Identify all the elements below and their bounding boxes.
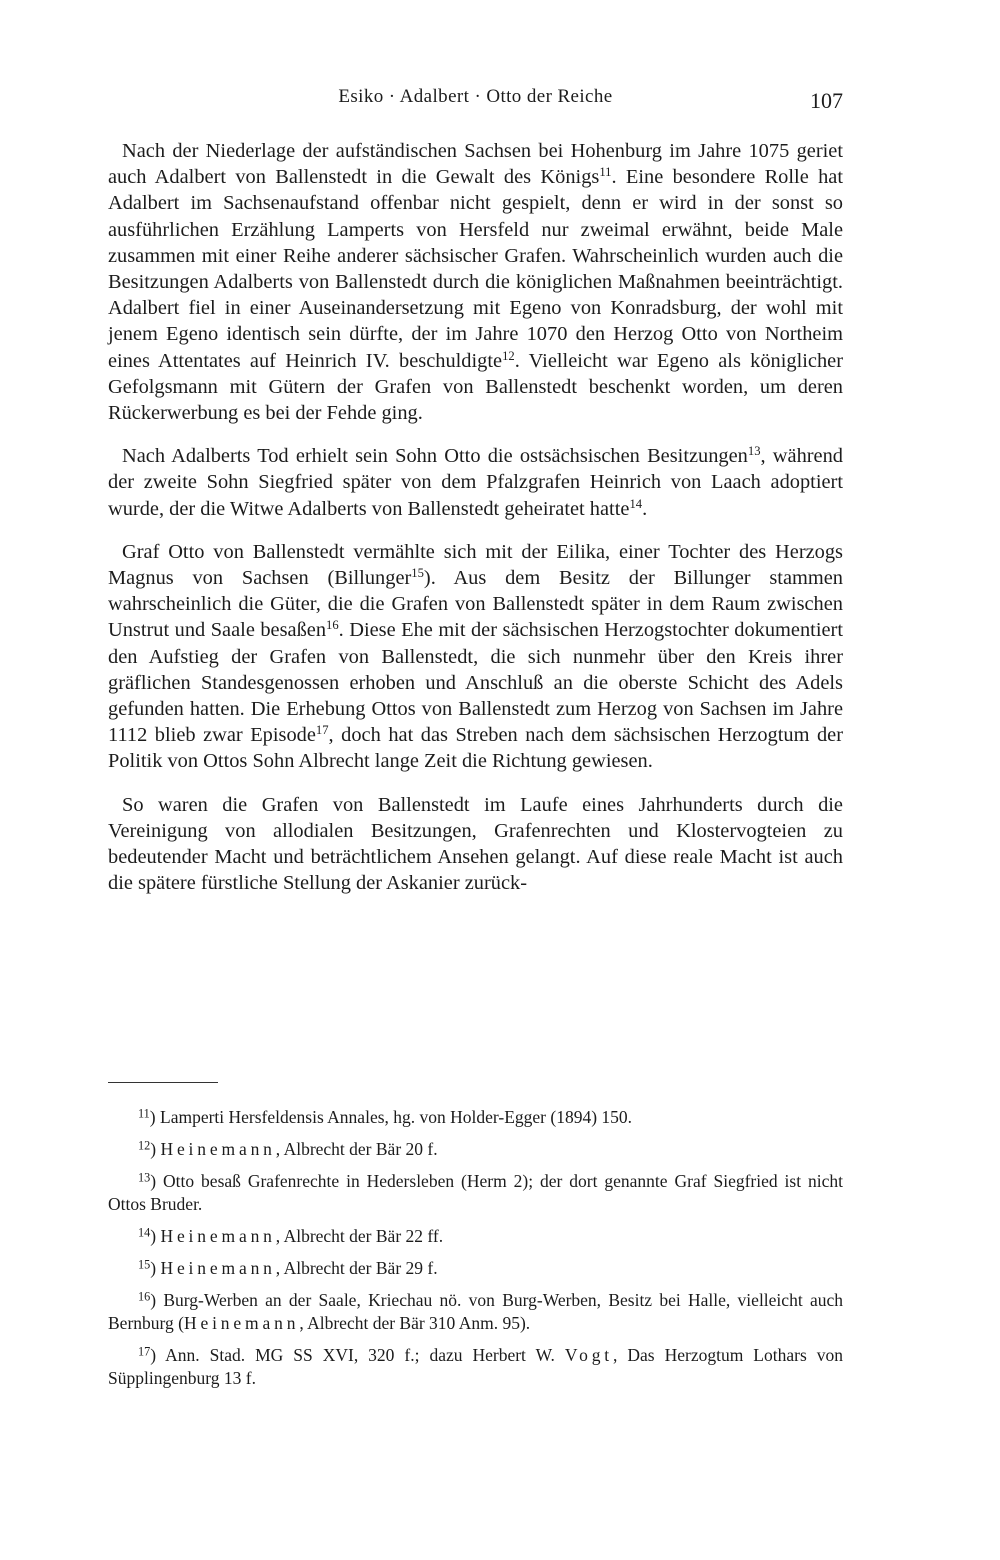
text-run: Nach Adalberts Tod erhielt sein Sohn Otto die ostsächsischen Besitzungen xyxy=(122,445,748,468)
footnote-number: 15 xyxy=(138,1257,151,1272)
text-run: . Diese Ehe mit der sächsischen Herzogstochter dokumentiert den Aufstieg der Grafen von Ballenstedt, die sich nunmehr über den Kreis ihrer gräflichen Standesgenossen erhoben und Anschluß an die oberste Schicht des Adels gefunden hatten. Die Erhebung Ottos von Ballenstedt zum Herzog von Sachsen im Jahre 1112 blieb zwar Episode xyxy=(108,619,843,747)
footnote-16: $^{16}$) Burg-Werben an der Saale, Kriechau nö. von Burg-Werben, Besitz bei Halle, vielleicht auch Bernburg (Heinemann, Albrecht der Bär 310 Anm. 95). xyxy=(108,1289,843,1333)
footnote-reference: 16 xyxy=(326,618,339,633)
text-run: ). Aus dem Besitz der Billunger stammen wahrscheinlich die Güter, die die Grafen von Ballenstedt später in dem Raum zwischen Unstrut und Saale besaßen xyxy=(108,567,843,642)
text-run: So waren die Grafen von Ballenstedt im Laufe eines Jahrhunderts durch die Vereinigung von allodialen Besitzungen, Grafenrechten und Klostervogteien zu bedeutender Macht und beträchtlichem Ansehen gelangt. Auf diese reale Macht ist auch die spätere fürstliche Stellung der Askanier zurück- xyxy=(108,793,843,895)
text-run: Nach der Niederlage der aufständischen Sachsen bei Hohenburg im Jahre 1075 geriet auch Adalbert von Ballenstedt in die Gewalt des Königs xyxy=(108,140,843,189)
body-text xyxy=(108,138,843,913)
text-run: Graf Otto von Ballenstedt vermählte sich mit der Eilika, einer Tochter des Herzogs Magnus von Sachsen (Billunger xyxy=(108,540,843,590)
footnote-reference: 13 xyxy=(747,444,761,459)
footnote-number: 14 xyxy=(138,1225,151,1240)
paragraph-2 xyxy=(108,443,843,522)
footnote-divider xyxy=(108,1082,218,1083)
author-name: Heinemann xyxy=(183,1313,300,1333)
paragraph-3 xyxy=(108,539,843,775)
footnote-text: , Albrecht der Bär 29 f. xyxy=(275,1258,438,1278)
footnote-text: , Albrecht der Bär 20 f. xyxy=(275,1139,438,1159)
footnote-reference: 11 xyxy=(599,165,612,180)
footnote-reference: 17 xyxy=(315,723,329,738)
footnote-number: 11 xyxy=(138,1106,150,1121)
author-name: Vogt xyxy=(564,1345,614,1365)
footnote-number: 17 xyxy=(138,1344,151,1359)
footnote-text: , Das Herzogtum Lothars von Süpplingenburg 13 f. xyxy=(108,1345,843,1388)
page-number: 107 xyxy=(810,88,843,113)
footnote-reference: 14 xyxy=(629,496,643,511)
footnote-12: $^{12}$) Heinemann, Albrecht der Bär 20 f. xyxy=(138,1138,438,1159)
footnote-15: $^{15}$) Heinemann, Albrecht der Bär 29 f. xyxy=(138,1257,438,1278)
footnote-reference: 15 xyxy=(411,566,424,581)
text-run: , doch hat das Streben nach dem sächsischen Herzogtum der Politik von Ottos Sohn Albrecht lange Zeit die Richtung gewiesen. xyxy=(108,724,843,773)
footnote-11: $^{11}$) Lamperti Hersfeldensis Annales, hg. von Holder-Egger (1894) 150. xyxy=(138,1106,633,1127)
footnote-number: 12 xyxy=(138,1138,151,1153)
footnote-text: Ann. Stad. MG SS XVI, 320 f.; dazu Herbert W. xyxy=(165,1345,565,1365)
running-title: Esiko · Adalbert · Otto der Reiche xyxy=(338,86,613,107)
footnote-13: $^{13}$) Otto besaß Grafenrechte in Hedersleben (Herm 2); der dort genannte Graf Siegfried ist nicht Ottos Bruder. xyxy=(108,1170,844,1214)
footnote-number: 13 xyxy=(138,1170,151,1185)
footnote-reference: 12 xyxy=(502,348,515,363)
text-run: . Vielleicht war Egeno als königlicher Gefolgsmann mit Gütern der Grafen von Ballenstedt beschenkt worden, um deren Rückerwerbung es bei der Fehde ging. xyxy=(108,349,843,425)
footnote-text: , Albrecht der Bär 310 Anm. 95). xyxy=(299,1313,531,1333)
footnote-text: Lamperti Hersfeldensis Annales, hg. von Holder-Egger (1894) 150. xyxy=(160,1107,633,1127)
author-name: Heinemann xyxy=(160,1139,276,1159)
running-head xyxy=(108,86,843,122)
text-run: , während der zweite Sohn Siegfried später von dem Pfalzgrafen Heinrich von Laach adoptiert wurde, der die Witwe Adalberts von Ballenstedt geheiratet hatte xyxy=(108,445,843,520)
footnote-17: $^{17}$) Ann. Stad. MG SS XVI, 320 f.; dazu Herbert W. Vogt, Das Herzogtum Lothars von Süpplingenburg 13 f. xyxy=(108,1344,843,1388)
footnote-number: 16 xyxy=(138,1289,151,1304)
footnotes xyxy=(108,1106,843,1399)
author-name: Heinemann xyxy=(160,1226,276,1246)
footnote-text: Burg-Werben an der Saale, Kriechau nö. von Burg-Werben, Besitz bei Halle, vielleicht auch Bernburg ( xyxy=(108,1290,843,1333)
text-run: . Eine besondere Rolle hat Adalbert im Sachsenaufstand offenbar nicht gespielt, denn er wird in der sonst so ausführlichen Erzählung Lamperts von Hersfeld nur zweimal erwähnt, beide Male zusammen mit einer Reihe anderer sächsischer Grafen. Wahrscheinlich wurden auch die Besitzungen Adalberts von Ballenstedt durch die königlichen Maßnahmen beeinträchtigt. Adalbert fiel in einer Auseinandersetzung mit Egeno von Konradsburg, der wohl mit jenem Egeno identisch sein dürfte, der im Jahre 1070 den Herzog Otto von Northeim eines Attentates auf Heinrich IV. beschuldigte xyxy=(108,166,843,372)
footnote-text: , Albrecht der Bär 22 ff. xyxy=(275,1226,444,1246)
text-run: . xyxy=(642,497,648,520)
author-name: Heinemann xyxy=(160,1258,276,1278)
paragraph-1 xyxy=(108,138,843,426)
paragraph-4 xyxy=(108,792,843,897)
footnote-14: $^{14}$) Heinemann, Albrecht der Bär 22 ff. xyxy=(138,1225,444,1246)
footnote-text: Otto besaß Grafenrechte in Hedersleben (Herm 2); der dort genannte Graf Siegfried ist nicht Ottos Bruder. xyxy=(108,1171,844,1214)
